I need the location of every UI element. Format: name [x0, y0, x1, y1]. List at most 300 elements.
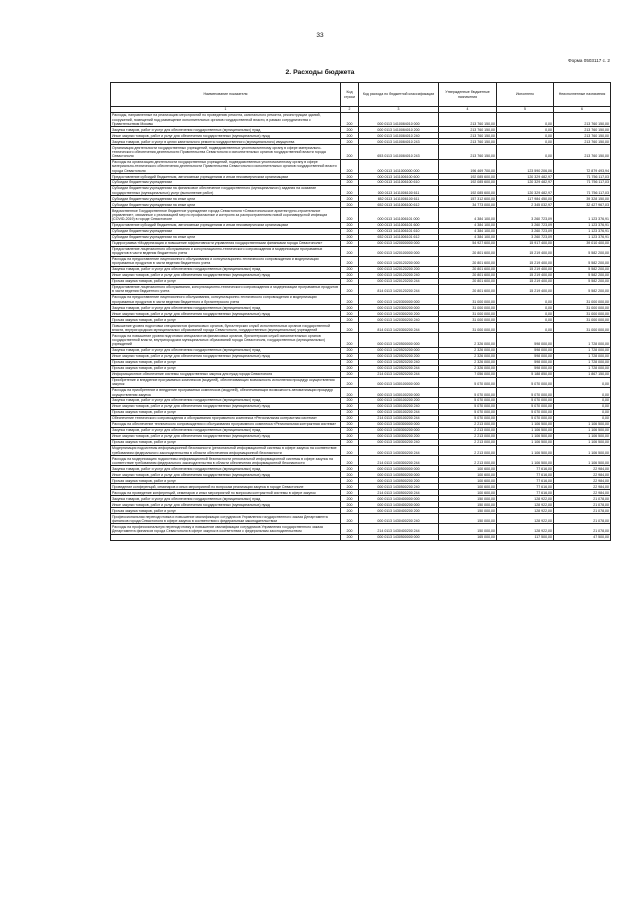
row-name: Иные закупки товаров, работ и услуг для обеспечения государственных (муниципальных) нужд — [111, 472, 341, 478]
row-unexecuted: 21 078,00 — [554, 502, 611, 508]
row-name: Иные закупки товаров, работ и услуг для обеспечения государственных (муниципальных) нужд — [111, 272, 341, 278]
row-executed: 0,00 — [497, 139, 554, 145]
table-row — [111, 208, 611, 222]
row-unexecuted: 1 123 376,91 — [554, 234, 611, 240]
row-line-code: 200 — [341, 508, 359, 514]
row-unexecuted: 22 984,00 — [554, 478, 611, 484]
row-line-code: 200 — [341, 478, 359, 484]
row-unexecuted: 0,00 — [554, 416, 611, 422]
row-expense-code: 000 0113 1410084010 000 — [359, 112, 439, 126]
row-expense-code: 000 0113 1430300200 240 — [359, 439, 439, 445]
row-expense-code: 000 0113 1420520200 240 — [359, 359, 439, 365]
row-unexecuted: 213 760 150,00 — [554, 139, 611, 145]
row-name: Закупка товаров, работ и услуг для обеспечения государственных (муниципальных) нужд — [111, 305, 341, 311]
row-name: Расходы на организацию деятельности государственных учреждений, подведомственных уполномоченному органу в сфере материально-технического обеспечения деятельности Правительства Севастополя и исполнительных органов государственной власти города Севастополя — [111, 159, 341, 173]
row-expense-code: 000 0113 1420500000 000 — [359, 333, 439, 347]
row-expense-code: 000 0113 1430400200 240 — [359, 514, 439, 524]
row-expense-code: 000 0113 1430300200 244 — [359, 445, 439, 455]
row-approved: 5 070 000,00 — [439, 377, 497, 387]
row-name: Предоставление субсидий бюджетным, автономным учреждениям и иным некоммерческим организациям — [111, 174, 341, 180]
row-approved: 2 326 000,00 — [439, 359, 497, 365]
row-approved: 4 384 100,00 — [439, 222, 497, 228]
row-line-code: 200 — [341, 445, 359, 455]
row-executed: 0,00 — [497, 305, 554, 311]
row-unexecuted: 1 106 500,00 — [554, 428, 611, 434]
row-expense-code: 000 0113 1430400200 000 — [359, 502, 439, 508]
column-number: 5 — [497, 107, 554, 113]
row-executed: 0,00 — [497, 127, 554, 133]
row-expense-code: 000 0113 1411006101 610 — [359, 228, 439, 234]
row-unexecuted: 31 000 000,00 — [554, 323, 611, 333]
row-line-code: 200 — [341, 112, 359, 126]
row-line-code: 200 — [341, 416, 359, 422]
row-line-code: 200 — [341, 496, 359, 502]
row-expense-code: 000 0113 1430500200 000 — [359, 472, 439, 478]
row-executed: 77 616,00 — [497, 484, 554, 490]
row-unexecuted: 1 106 500,00 — [554, 439, 611, 445]
row-executed: 128 922,00 — [497, 508, 554, 514]
row-name: Предоставление субсидий бюджетным, автономным учреждениям и иным некоммерческим организациям — [111, 222, 341, 228]
row-expense-code: 000 0113 1430400200 200 — [359, 508, 439, 514]
row-unexecuted: 1 728 000,00 — [554, 365, 611, 371]
row-unexecuted: 31 000 000,00 — [554, 295, 611, 305]
table-row — [111, 159, 611, 173]
row-approved: 54 927 600,00 — [439, 240, 497, 246]
row-line-code: 200 — [341, 534, 359, 540]
row-name: Прочая закупка товаров, работ и услуг — [111, 365, 341, 371]
row-name: Расходы на обеспечение технического сопровождения и обслуживания программного комплекса «Региональная контрактная система» — [111, 422, 341, 428]
row-line-code: 200 — [341, 305, 359, 311]
row-approved: 31 000 000,00 — [439, 305, 497, 311]
row-line-code: 200 — [341, 228, 359, 234]
row-executed: 5 070 000,00 — [497, 416, 554, 422]
row-name: Расходы на проведение конференций, семинаров и иных мероприятий по вопросам контрактной системы в сфере закупок — [111, 490, 341, 496]
row-approved: 213 760 150,00 — [439, 139, 497, 145]
row-unexecuted: 0,00 — [554, 377, 611, 387]
row-line-code: 200 — [341, 240, 359, 246]
row-name: Закупка товаров, работ и услуг для обеспечения государственных (муниципальных) нужд — [111, 127, 341, 133]
row-line-code: 200 — [341, 159, 359, 173]
row-line-code: 200 — [341, 266, 359, 272]
row-approved: 5 070 000,00 — [439, 416, 497, 422]
row-approved: 150 000,00 — [439, 496, 497, 502]
row-unexecuted: 1 728 000,00 — [554, 347, 611, 353]
row-approved: 5 070 000,00 — [439, 387, 497, 397]
row-executed: 15 219 400,00 — [497, 278, 554, 284]
row-approved: 2 213 000,00 — [439, 456, 497, 466]
row-line-code: 200 — [341, 222, 359, 228]
row-unexecuted: 1 106 500,00 — [554, 422, 611, 428]
row-unexecuted: 213 760 150,00 — [554, 127, 611, 133]
row-name: Расходы на предоставление лицензионного обслуживания, консультационно-технического сопровождения и модернизации программных продуктов в части ведения бюджетного и бухгалтерского учета — [111, 295, 341, 305]
row-approved: 192 085 600,00 — [439, 186, 497, 196]
row-name: Расходы на предоставление лицензионного обслуживания и консультационно-технического сопровождения и модернизации программных продуктов в части ведения бюджетного учета — [111, 256, 341, 266]
row-executed: 5 070 000,00 — [497, 377, 554, 387]
row-expense-code: 214 0113 1430100200 244 — [359, 416, 439, 422]
row-line-code: 200 — [341, 466, 359, 472]
row-approved: 5 070 000,00 — [439, 404, 497, 410]
row-approved: 2 326 000,00 — [439, 347, 497, 353]
row-executed: 5 070 000,00 — [497, 387, 554, 397]
row-approved: 2 326 000,00 — [439, 353, 497, 359]
section-title: 2. Расходы бюджета — [285, 69, 355, 76]
row-executed: 3 260 723,09 — [497, 228, 554, 234]
row-executed: 120 329 482,97 — [497, 174, 554, 180]
row-executed: 123 590 206,06 — [497, 159, 554, 173]
row-expense-code: 000 0113 1430500200 200 — [359, 478, 439, 484]
row-unexecuted: 39 328 150,00 — [554, 196, 611, 202]
row-name: Субсидии бюджетным учреждениям на финансовое обеспечение государственного (муниципального) задания на оказание государственных (муниципальных) услуг (выполнение работ) — [111, 186, 341, 196]
row-line-code: 200 — [341, 472, 359, 478]
row-unexecuted: 22 984,00 — [554, 490, 611, 496]
row-approved: 7 056 000,00 — [439, 371, 497, 377]
row-line-code: 200 — [341, 295, 359, 305]
row-executed: 598 000,00 — [497, 365, 554, 371]
row-line-code: 200 — [341, 434, 359, 440]
row-expense-code: 000 0113 1420300200 200 — [359, 311, 439, 317]
header-executed: Исполнено — [497, 83, 554, 107]
row-expense-code: 814 0113 1420300200 244 — [359, 323, 439, 333]
row-unexecuted: 31 000 000,00 — [554, 311, 611, 317]
row-expense-code: 653 0113 1410084010 243 — [359, 145, 439, 159]
row-expense-code: 000 0113 1411006100 610 — [359, 180, 439, 186]
row-approved: 2 213 000,00 — [439, 434, 497, 440]
table-row — [111, 295, 611, 305]
row-executed: 5 070 000,00 — [497, 398, 554, 404]
row-line-code: 200 — [341, 246, 359, 256]
row-executed: 5 188 850,00 — [497, 371, 554, 377]
row-name: Прочая закупка товаров, работ и услуг — [111, 359, 341, 365]
row-unexecuted: 0,00 — [554, 398, 611, 404]
row-expense-code: 000 0113 1430500000 000 — [359, 534, 439, 540]
row-executed: 128 922,00 — [497, 496, 554, 502]
row-expense-code: 652 0113 1411006100 612 — [359, 202, 439, 208]
row-expense-code: 000 0113 1411006100 600 — [359, 174, 439, 180]
row-name: Прочая закупка товаров, работ и услуг — [111, 317, 341, 323]
row-line-code: 200 — [341, 208, 359, 222]
row-line-code: 200 — [341, 284, 359, 294]
row-name: Расходы, направленные на реализацию мероприятий по проведению ремонта, капитального ремонта, реконструкции зданий, сооружений, помещений под размещение исполнительных органов государственной власти, в рамках сотрудничества с Правительством Москвы — [111, 112, 341, 126]
row-executed: 1 106 500,00 — [497, 445, 554, 455]
row-name: Приобретение и внедрение программных комплексов (модулей), обеспечивающих возможность исполнения процедур осуществления закупок — [111, 377, 341, 387]
header-name: Наименование показателя — [111, 83, 341, 107]
row-approved: 213 760 150,00 — [439, 127, 497, 133]
column-number: 2 — [341, 107, 359, 113]
row-executed: 15 219 400,00 — [497, 246, 554, 256]
row-approved: 2 213 000,00 — [439, 445, 497, 455]
row-line-code: 200 — [341, 456, 359, 466]
row-line-code: 200 — [341, 422, 359, 428]
row-unexecuted: 1 728 000,00 — [554, 353, 611, 359]
row-executed: 598 000,00 — [497, 353, 554, 359]
row-expense-code: 000 0113 1410084010 200 — [359, 127, 439, 133]
row-name: Расходы на профессиональную переподготовку и повышение квалификации сотрудников Управления государственного заказа Департамента финансов города Севастополя в сфере закупок в соответствии с федеральным законодательством — [111, 524, 341, 534]
row-name: Закупка товаров, работ и услуг для обеспечения государственных (муниципальных) нужд — [111, 428, 341, 434]
row-approved: 20 801 600,00 — [439, 272, 497, 278]
row-name: Информационное обеспечение системы государственных закупок для нужд города Севастополя — [111, 371, 341, 377]
row-executed: 120 329 482,97 — [497, 186, 554, 196]
row-executed: 598 000,00 — [497, 333, 554, 347]
row-unexecuted: 5 582 200,00 — [554, 256, 611, 266]
budget-expenses-table — [110, 82, 611, 541]
row-line-code: 200 — [341, 524, 359, 534]
row-line-code: 200 — [341, 439, 359, 445]
row-unexecuted: 1 867 150,00 — [554, 371, 611, 377]
row-name: Прочая закупка товаров, работ и услуг — [111, 439, 341, 445]
row-line-code: 200 — [341, 202, 359, 208]
row-approved: 2 326 000,00 — [439, 365, 497, 371]
row-line-code: 200 — [341, 278, 359, 284]
row-unexecuted: 5 582 200,00 — [554, 246, 611, 256]
row-approved: 31 000 000,00 — [439, 323, 497, 333]
row-approved: 20 801 600,00 — [439, 246, 497, 256]
row-executed: 0,00 — [497, 295, 554, 305]
row-unexecuted: 1 728 000,00 — [554, 359, 611, 365]
row-unexecuted: 5 582 200,00 — [554, 284, 611, 294]
row-executed: 77 616,00 — [497, 466, 554, 472]
row-line-code: 200 — [341, 371, 359, 377]
row-unexecuted: 0,00 — [554, 410, 611, 416]
row-approved: 4 384 100,00 — [439, 228, 497, 234]
row-approved: 20 801 600,00 — [439, 256, 497, 266]
table-row — [111, 534, 611, 540]
row-expense-code: 000 0113 1430300000 000 — [359, 422, 439, 428]
row-name: Закупка товаров, работ и услуг для обеспечения государственных (муниципальных) нужд — [111, 398, 341, 404]
row-expense-code: 652 0113 1411006101 612 — [359, 234, 439, 240]
row-line-code: 200 — [341, 359, 359, 365]
row-line-code: 200 — [341, 323, 359, 333]
row-unexecuted: 71 756 117,03 — [554, 186, 611, 196]
table-row — [111, 456, 611, 466]
row-unexecuted: 31 000 000,00 — [554, 305, 611, 311]
table-row — [111, 445, 611, 455]
row-unexecuted: 5 582 200,00 — [554, 266, 611, 272]
row-expense-code: 000 0113 1410084010 240 — [359, 133, 439, 139]
row-line-code: 200 — [341, 502, 359, 508]
row-name: Иные закупки товаров, работ и услуг для обеспечения государственных (муниципальных) нужд — [111, 311, 341, 317]
row-name: Прочая закупка товаров, работ и услуг — [111, 410, 341, 416]
row-name: Закупка товаров, работ и услуг для обеспечения государственных (муниципальных) нужд — [111, 347, 341, 353]
row-approved: 31 000 000,00 — [439, 317, 497, 323]
table-row — [111, 323, 611, 333]
row-unexecuted: 22 984,00 — [554, 466, 611, 472]
row-expense-code: 214 0113 1430400200 244 — [359, 524, 439, 534]
row-executed: 598 000,00 — [497, 347, 554, 353]
row-approved: 4 384 100,00 — [439, 208, 497, 222]
row-name: Модернизация подсистемы информационной безопасности (региональной информационной системы в сфере закупок на соответствие требованиям федерального законодательства в области обеспечения информационной безопасности — [111, 445, 341, 455]
row-executed: 0,00 — [497, 323, 554, 333]
column-number: 6 — [554, 107, 611, 113]
row-unexecuted: 32 427 967,03 — [554, 202, 611, 208]
row-executed: 15 219 400,00 — [497, 256, 554, 266]
row-expense-code: 000 0113 1420300200 000 — [359, 305, 439, 311]
row-executed: 1 106 500,00 — [497, 456, 554, 466]
row-approved: 20 801 600,00 — [439, 278, 497, 284]
row-line-code: 200 — [341, 514, 359, 524]
row-expense-code: 000 0113 1420120200 000 — [359, 256, 439, 266]
row-unexecuted: 1 728 000,00 — [554, 333, 611, 347]
table-row — [111, 333, 611, 347]
header-unexecuted: Неисполненные назначения — [554, 83, 611, 107]
row-line-code: 200 — [341, 127, 359, 133]
row-unexecuted: 22 984,00 — [554, 484, 611, 490]
row-expense-code: 000 0113 1430100200 244 — [359, 410, 439, 416]
row-unexecuted: 0,00 — [554, 387, 611, 397]
row-line-code: 200 — [341, 398, 359, 404]
table-row — [111, 246, 611, 256]
row-executed: 1 106 500,00 — [497, 428, 554, 434]
row-expense-code: 000 0113 1430100200 000 — [359, 387, 439, 397]
row-unexecuted: 21 078,00 — [554, 514, 611, 524]
row-expense-code: 000 0113 1411006101 000 — [359, 208, 439, 222]
row-approved: 20 801 600,00 — [439, 284, 497, 294]
row-approved: 4 384 100,00 — [439, 234, 497, 240]
row-name: Прочая закупка товаров, работ и услуг — [111, 478, 341, 484]
row-expense-code: 214 0113 1420520200 244 — [359, 371, 439, 377]
row-approved: 5 070 000,00 — [439, 410, 497, 416]
row-unexecuted: 1 123 376,91 — [554, 208, 611, 222]
row-expense-code: 000 0113 1420120200 244 — [359, 278, 439, 284]
header-expense-code: Код расхода по бюджетной классификации — [359, 83, 439, 107]
row-executed: 598 000,00 — [497, 359, 554, 365]
row-executed: 128 922,00 — [497, 502, 554, 508]
row-line-code: 200 — [341, 256, 359, 266]
row-name: Предоставление лицензионного обслуживания и консультационно-технического сопровождения и модернизации программных продуктов в части ведения бюджетного учета — [111, 246, 341, 256]
row-name: Закупка товаров, работ и услуг для обеспечения государственных (муниципальных) нужд — [111, 266, 341, 272]
row-expense-code: 000 0113 1411006101 600 — [359, 222, 439, 228]
row-expense-code: 000 0113 1430100200 200 — [359, 398, 439, 404]
row-line-code: 200 — [341, 272, 359, 278]
row-expense-code: 214 0113 1430500200 244 — [359, 490, 439, 496]
row-executed: 128 922,00 — [497, 524, 554, 534]
row-unexecuted: 21 078,00 — [554, 508, 611, 514]
row-unexecuted: 21 078,00 — [554, 496, 611, 502]
row-approved: 20 801 600,00 — [439, 266, 497, 272]
row-unexecuted: 21 078,00 — [554, 524, 611, 534]
row-executed: 77 616,00 — [497, 472, 554, 478]
row-executed: 5 070 000,00 — [497, 404, 554, 410]
row-line-code: 200 — [341, 410, 359, 416]
row-approved: 2 213 000,00 — [439, 439, 497, 445]
row-line-code: 200 — [341, 484, 359, 490]
row-line-code: 200 — [341, 353, 359, 359]
row-executed: 77 616,00 — [497, 478, 554, 484]
row-unexecuted: 47 500,00 — [554, 534, 611, 540]
table-row — [111, 377, 611, 387]
row-name: Расходы на приобретение и внедрение программных комплексов (модулей), обеспечивающих возможность автоматизации процедур осуществления закупок — [111, 387, 341, 397]
row-line-code: 200 — [341, 311, 359, 317]
table-body — [111, 112, 611, 540]
row-expense-code: 000 0113 1430500000 000 — [359, 466, 439, 472]
row-expense-code: 000 0113 1430400000 000 — [359, 496, 439, 502]
row-expense-code: 000 0113 1411000000 000 — [359, 159, 439, 173]
row-unexecuted: 1 106 500,00 — [554, 445, 611, 455]
row-approved: 192 085 600,00 — [439, 180, 497, 186]
row-expense-code: 000 0113 1420520200 000 — [359, 347, 439, 353]
row-unexecuted: 1 106 500,00 — [554, 434, 611, 440]
row-executed: 120 329 482,97 — [497, 180, 554, 186]
row-expense-code: 814 0113 1420120200 244 — [359, 284, 439, 294]
row-unexecuted: 5 582 200,00 — [554, 278, 611, 284]
row-executed: 0,00 — [497, 112, 554, 126]
row-executed: 3 260 723,09 — [497, 222, 554, 228]
row-name: Повышение уровня подготовки специалистов финансовых органов, бухгалтерских служб исполнительных органов государственной власти, внутригородских муниципальных образований города Севастополя, государственных (муниципальных) учреждений — [111, 323, 341, 333]
row-name: Иные закупки товаров, работ и услуг для обеспечения государственных (муниципальных) нужд — [111, 353, 341, 359]
row-line-code: 200 — [341, 317, 359, 323]
row-unexecuted: 213 760 150,00 — [554, 112, 611, 126]
row-approved: 100 600,00 — [439, 466, 497, 472]
row-executed: 128 922,00 — [497, 514, 554, 524]
row-approved: 150 000,00 — [439, 508, 497, 514]
table-row — [111, 256, 611, 266]
row-executed: 15 219 400,00 — [497, 284, 554, 294]
table-row — [111, 186, 611, 196]
row-approved: 100 600,00 — [439, 490, 497, 496]
row-executed: 2 345 032,97 — [497, 202, 554, 208]
row-approved: 192 085 600,00 — [439, 174, 497, 180]
row-executed: 0,00 — [497, 145, 554, 159]
row-expense-code: 000 0113 1420300000 000 — [359, 295, 439, 305]
row-expense-code: 000 0113 1420000000 000 — [359, 240, 439, 246]
table-row — [111, 524, 611, 534]
row-unexecuted: 31 000 000,00 — [554, 317, 611, 323]
row-executed: 3 260 723,09 — [497, 208, 554, 222]
row-name: Организация деятельности государственных учреждений, подведомственных уполномоченному органу в сфере материально-технического обеспечения деятельности Правительства Севастополя и исполнительных органов государственной власти города Севастополя — [111, 145, 341, 159]
column-number: 3 — [359, 107, 439, 113]
row-line-code: 200 — [341, 174, 359, 180]
row-unexecuted: 5 582 200,00 — [554, 272, 611, 278]
row-name: Профессиональная переподготовка и повышение квалификации сотрудников Управления государственного заказа Департамента финансов города Севастополя в сфере закупок в соответствии с федеральным законодательством — [111, 514, 341, 524]
row-line-code: 200 — [341, 139, 359, 145]
row-expense-code: 000 0113 1430300200 000 — [359, 428, 439, 434]
row-name: Иные закупки товаров, работ и услуг для обеспечения государственных (муниципальных) нужд — [111, 404, 341, 410]
row-approved: 100 600,00 — [439, 478, 497, 484]
row-executed: 3 260 723,09 — [497, 234, 554, 240]
header-approved: Утвержденные бюджетные назначения — [439, 83, 497, 107]
row-expense-code: 000 0113 1420120200 200 — [359, 266, 439, 272]
row-expense-code: 000 0113 1430100000 000 — [359, 377, 439, 387]
row-expense-code: 000 0113 1430300200 200 — [359, 434, 439, 440]
table-row — [111, 112, 611, 126]
row-expense-code: 000 0113 1410084010 243 — [359, 139, 439, 145]
row-expense-code: 000 0113 1411006100 611 — [359, 186, 439, 196]
row-line-code: 200 — [341, 234, 359, 240]
row-unexecuted: 213 760 150,00 — [554, 133, 611, 139]
row-name: Проведение конференций, семинаров и иных мероприятий по вопросам реализации закупок в городе Севастополе — [111, 484, 341, 490]
row-unexecuted: 213 760 150,00 — [554, 145, 611, 159]
row-expense-code: 000 0113 1430500200 240 — [359, 484, 439, 490]
row-approved: 157 312 600,00 — [439, 196, 497, 202]
row-approved: 100 600,00 — [439, 484, 497, 490]
row-approved: 2 213 000,00 — [439, 428, 497, 434]
row-executed: 0,00 — [497, 317, 554, 323]
row-executed: 117 984 450,00 — [497, 196, 554, 202]
row-line-code: 200 — [341, 133, 359, 139]
row-name: Обеспечение технического сопровождения и обслуживания программного комплекса «Региональная контрактная система» — [111, 416, 341, 422]
row-name: Прочая закупка товаров, работ и услуг — [111, 508, 341, 514]
row-approved: 196 469 700,00 — [439, 159, 497, 173]
row-name: Субсидии бюджетным учреждениям на иные цели — [111, 202, 341, 208]
row-unexecuted: 71 756 117,03 — [554, 180, 611, 186]
row-line-code: 200 — [341, 377, 359, 387]
row-name: Субсидии бюджетным учреждениям — [111, 228, 341, 234]
row-unexecuted: 39 010 400,00 — [554, 240, 611, 246]
row-executed: 0,00 — [497, 311, 554, 317]
row-unexecuted: 72 879 493,94 — [554, 159, 611, 173]
row-line-code: 200 — [341, 196, 359, 202]
row-approved: 150 000,00 — [439, 524, 497, 534]
table-header-row — [111, 83, 611, 107]
